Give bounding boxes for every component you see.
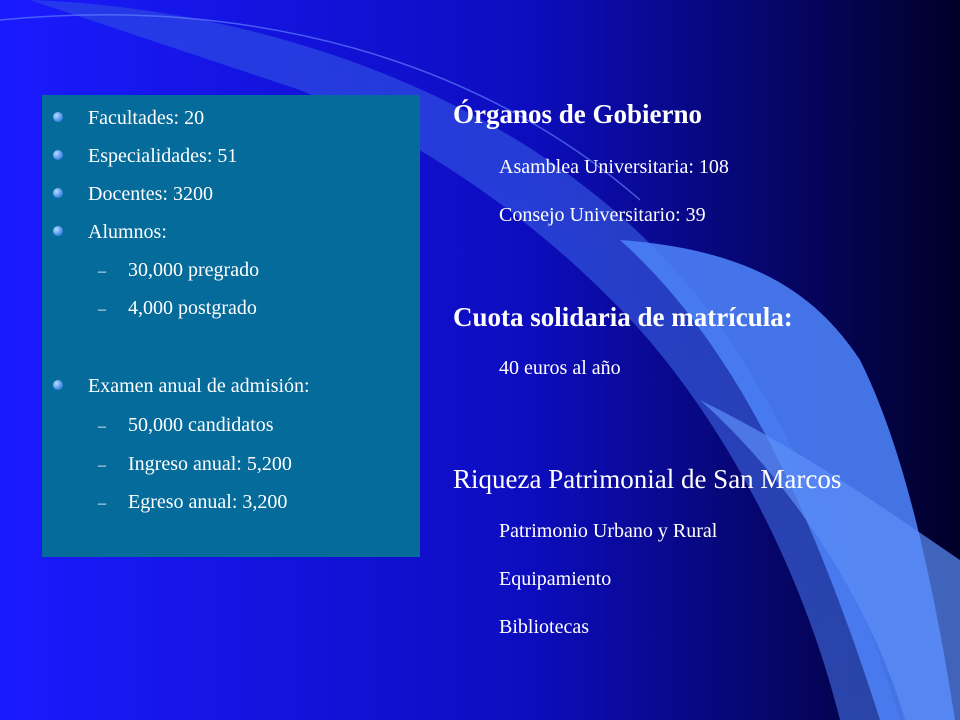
patrimonio-text: Patrimonio Urbano y Rural bbox=[499, 520, 718, 542]
ingreso-text: Ingreso anual: 5,200 bbox=[128, 453, 292, 475]
postgrado-text: 4,000 postgrado bbox=[128, 297, 257, 319]
bullet-icon bbox=[53, 188, 63, 198]
bullet-icon bbox=[53, 112, 63, 122]
cuota-heading: Cuota solidaria de matrícula: bbox=[453, 302, 793, 332]
bullet-icon bbox=[53, 150, 63, 160]
bibliotecas-text: Bibliotecas bbox=[499, 616, 589, 638]
pregrado-text: 30,000 pregrado bbox=[128, 259, 260, 281]
candidatos-text: 50,000 candidatos bbox=[128, 414, 274, 436]
consejo-text: Consejo Universitario: 39 bbox=[499, 204, 706, 226]
dash-icon: – bbox=[98, 418, 106, 435]
organos-heading: Órganos de Gobierno bbox=[453, 99, 703, 129]
docentes-text: Docentes: 3200 bbox=[88, 183, 213, 205]
bullet-icon bbox=[53, 380, 63, 390]
especialidades-text: Especialidades: 51 bbox=[88, 145, 238, 167]
asamblea-text: Asamblea Universitaria: 108 bbox=[499, 156, 729, 178]
riqueza-heading: Riqueza Patrimonial de San Marcos bbox=[453, 464, 842, 494]
dash-icon: – bbox=[98, 301, 106, 318]
dash-icon: – bbox=[98, 263, 106, 280]
dash-icon: – bbox=[98, 457, 106, 474]
dash-icon: – bbox=[98, 495, 106, 512]
bullet-icon bbox=[53, 226, 63, 236]
examen-text: Examen anual de admisión: bbox=[88, 375, 310, 397]
cuota-value-text: 40 euros al año bbox=[499, 357, 621, 379]
equipamiento-text: Equipamiento bbox=[499, 568, 612, 590]
alumnos-text: Alumnos: bbox=[88, 221, 167, 243]
egreso-text: Egreso anual: 3,200 bbox=[128, 491, 288, 513]
facultades-text: Facultades: 20 bbox=[88, 107, 205, 129]
